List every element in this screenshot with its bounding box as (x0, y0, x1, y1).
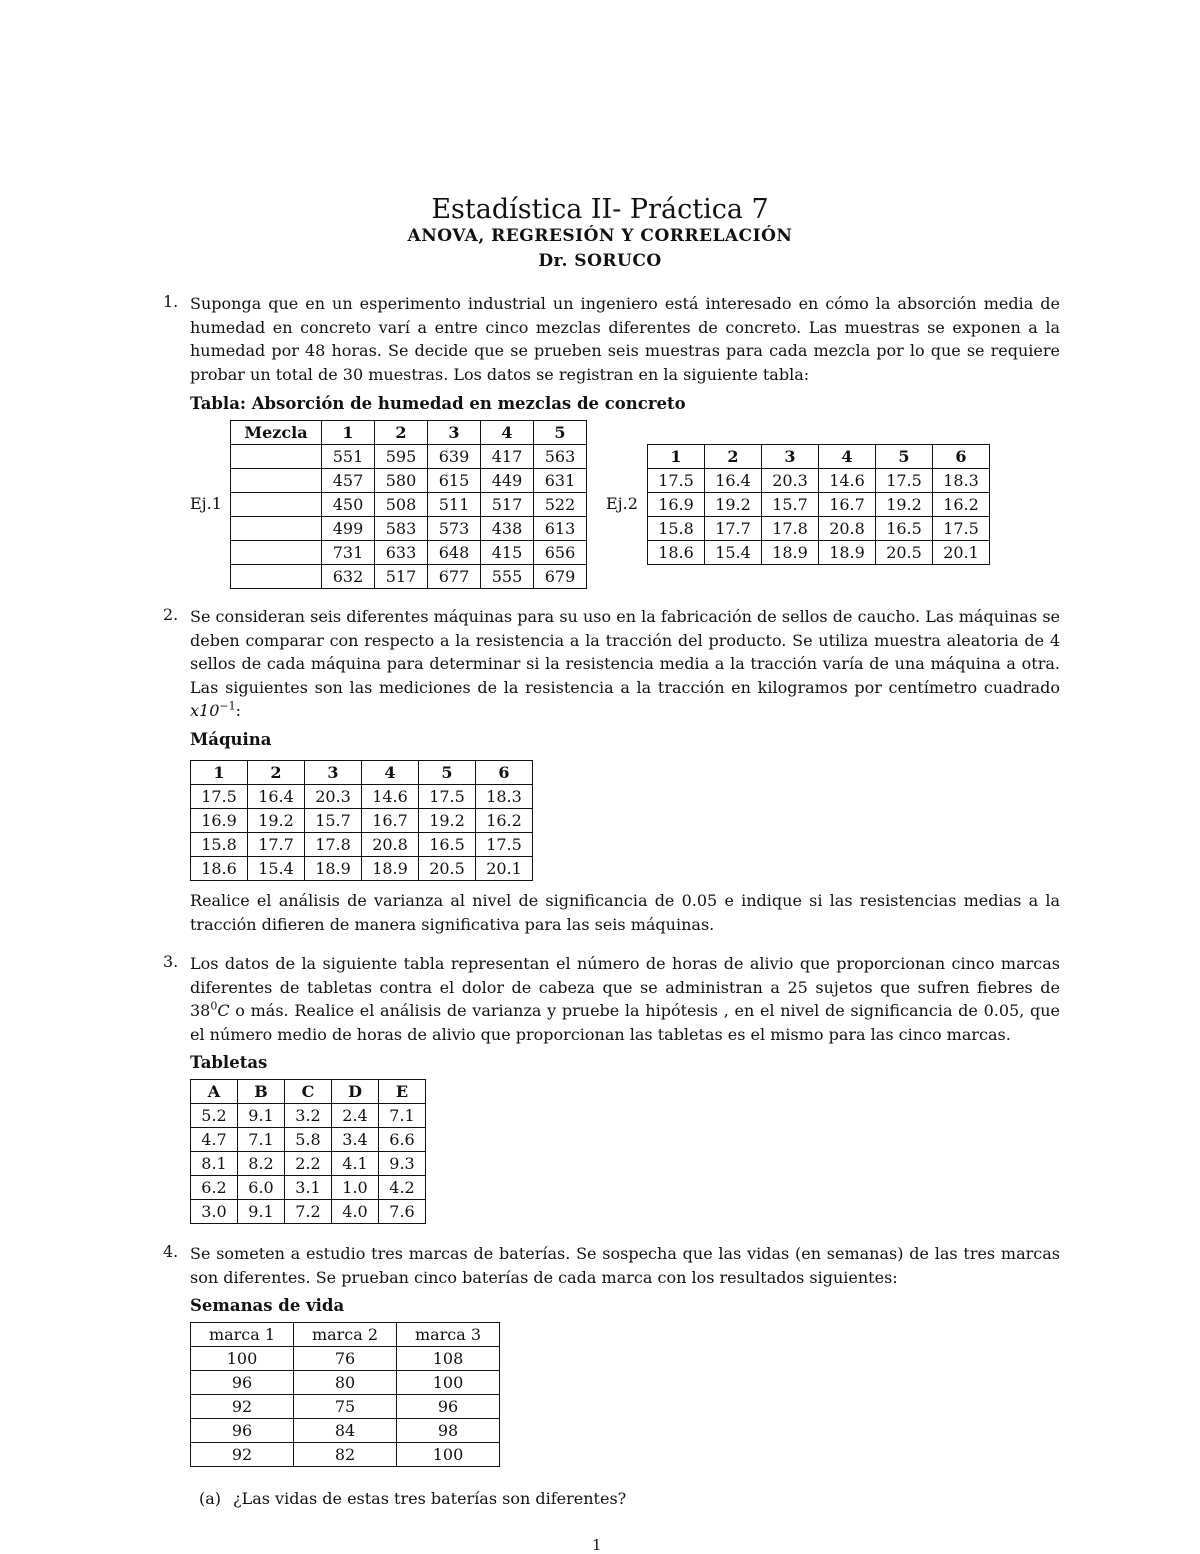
mezcla-table (230, 420, 587, 589)
table-row (191, 1176, 426, 1200)
table-cell: 7.1 (379, 1104, 426, 1128)
table-cell: 16.2 (476, 809, 533, 833)
maquina-header-cell: 2 (248, 761, 305, 785)
table-cell: 511 (428, 493, 481, 517)
table-cell: 3.1 (285, 1176, 332, 1200)
table-cell: 1.0 (332, 1176, 379, 1200)
table-cell: 2.2 (285, 1152, 332, 1176)
mezcla-header-cell: 3 (428, 421, 481, 445)
table-row (231, 493, 587, 517)
table-cell: 7.6 (379, 1200, 426, 1224)
table-cell: 17.5 (476, 833, 533, 857)
ej2-header-cell: 2 (705, 445, 762, 469)
table-cell: 20.3 (762, 469, 819, 493)
table-cell: 16.5 (419, 833, 476, 857)
problem-3-celsius: C (217, 1001, 230, 1020)
semanas-table (190, 1322, 500, 1467)
subquestion-a-text: ¿Las vidas de estas tres baterías son diferentes? (233, 1489, 627, 1508)
table-cell (231, 493, 322, 517)
maquina-header-cell: 5 (419, 761, 476, 785)
table-cell (231, 565, 322, 589)
problem-1-table-caption: Tabla: Absorción de humedad en mezclas de concreto (190, 394, 686, 413)
problem-4-table-caption: Semanas de vida (190, 1296, 345, 1315)
table-cell: 517 (375, 565, 428, 589)
table-cell: 16.4 (248, 785, 305, 809)
table-cell: 84 (294, 1419, 397, 1443)
semanas-header-cell: marca 3 (397, 1323, 500, 1347)
table-cell: 563 (534, 445, 587, 469)
mezcla-header-cell: 4 (481, 421, 534, 445)
table-row (191, 785, 533, 809)
maquina-header-cell: 3 (305, 761, 362, 785)
table-row (231, 517, 587, 541)
table-cell: 96 (191, 1419, 294, 1443)
table-row (191, 1347, 500, 1371)
table-cell: 731 (322, 541, 375, 565)
table-cell: 17.5 (419, 785, 476, 809)
ej2-header-cell: 4 (819, 445, 876, 469)
table-cell: 18.6 (191, 857, 248, 881)
table-cell: 415 (481, 541, 534, 565)
table-cell: 18.9 (819, 541, 876, 565)
table-cell: 108 (397, 1347, 500, 1371)
table-cell: 20.3 (305, 785, 362, 809)
tabletas-header-row (191, 1080, 426, 1104)
table-cell: 631 (534, 469, 587, 493)
table-cell: 522 (534, 493, 587, 517)
semanas-header-cell: marca 1 (191, 1323, 294, 1347)
table-cell: 3.2 (285, 1104, 332, 1128)
page-title: Estadística II- Práctica 7 (431, 194, 769, 225)
table-cell: 4.0 (332, 1200, 379, 1224)
page-number: 1 (592, 1536, 602, 1554)
table-cell: 16.7 (819, 493, 876, 517)
table-cell: 100 (397, 1371, 500, 1395)
table-cell: 4.1 (332, 1152, 379, 1176)
table-cell: 20.5 (876, 541, 933, 565)
table-cell: 18.3 (933, 469, 990, 493)
table-cell (231, 469, 322, 493)
tabletas-table (190, 1079, 426, 1224)
table-cell: 20.8 (362, 833, 419, 857)
table-cell: 613 (534, 517, 587, 541)
table-cell: 20.5 (419, 857, 476, 881)
table-cell: 19.2 (248, 809, 305, 833)
table-cell: 679 (534, 565, 587, 589)
table-row (231, 445, 587, 469)
mezcla-header-row (231, 421, 587, 445)
table-cell: 16.7 (362, 809, 419, 833)
table-cell: 100 (191, 1347, 294, 1371)
table-cell: 9.1 (238, 1104, 285, 1128)
table-cell: 17.5 (648, 469, 705, 493)
table-row (191, 1443, 500, 1467)
table-cell: 639 (428, 445, 481, 469)
maquina-header-row (191, 761, 533, 785)
page-subtitle: ANOVA, REGRESIÓN Y CORRELACIÓN (407, 226, 793, 246)
table-cell: 555 (481, 565, 534, 589)
table-cell: 16.4 (705, 469, 762, 493)
problem-2-text-exponent: −1 (219, 699, 236, 713)
table-cell: 3.0 (191, 1200, 238, 1224)
table-cell: 508 (375, 493, 428, 517)
table-row (191, 833, 533, 857)
table-cell: 80 (294, 1371, 397, 1395)
problem-4-number: 4. (163, 1242, 179, 1261)
tabletas-header-cell: C (285, 1080, 332, 1104)
problem-2-text (190, 605, 1060, 723)
table-cell: 17.7 (248, 833, 305, 857)
subquestion-a-label: (a) (199, 1489, 222, 1508)
table-cell: 615 (428, 469, 481, 493)
table-cell: 100 (397, 1443, 500, 1467)
table-cell: 20.8 (819, 517, 876, 541)
author-line: Dr. SORUCO (538, 251, 662, 271)
problem-3-text (190, 952, 1060, 1046)
table-cell (231, 541, 322, 565)
problem-2-text-body: Se consideran seis diferentes máquinas para su uso en la fabricación de sellos de caucho. Las máquinas se deben comparar con respecto a la resistencia a la tracción del producto. Se utiliza muestra aleatoria de 4 sellos de cada máquina para determinar si la resistencia media a la tracción varía de una máquina a otra. Las siguientes son las mediciones de la resistencia a la tracción en kilogramos por centímetro cuadrado (190, 607, 1060, 697)
table-row (648, 469, 990, 493)
table-cell: 14.6 (819, 469, 876, 493)
table-cell: 82 (294, 1443, 397, 1467)
problem-1-number: 1. (163, 292, 179, 311)
table-cell: 5.2 (191, 1104, 238, 1128)
problem-3-table-caption: Tabletas (190, 1053, 268, 1072)
table-cell: 3.4 (332, 1128, 379, 1152)
ej2-header-cell: 3 (762, 445, 819, 469)
table-cell: 6.6 (379, 1128, 426, 1152)
table-cell: 14.6 (362, 785, 419, 809)
table-row (648, 493, 990, 517)
table-row (191, 1152, 426, 1176)
ej2-header-cell: 6 (933, 445, 990, 469)
table-cell: 92 (191, 1443, 294, 1467)
table-cell: 98 (397, 1419, 500, 1443)
ej2-header-cell: 1 (648, 445, 705, 469)
table-cell: 8.1 (191, 1152, 238, 1176)
table-row (231, 565, 587, 589)
mezcla-header-cell: 2 (375, 421, 428, 445)
table-row (191, 1128, 426, 1152)
problem-3-number: 3. (163, 952, 179, 971)
table-cell: 18.9 (762, 541, 819, 565)
table-cell: 96 (191, 1371, 294, 1395)
table-cell: 17.5 (191, 785, 248, 809)
table-cell: 75 (294, 1395, 397, 1419)
table-row (191, 1395, 500, 1419)
table-cell: 449 (481, 469, 534, 493)
problem-2-table-caption: Máquina (190, 730, 272, 749)
mezcla-header-cell: Mezcla (231, 421, 322, 445)
ej2-label: Ej.2 (606, 494, 638, 513)
table-cell: 18.9 (362, 857, 419, 881)
table-row (648, 541, 990, 565)
ej2-header-row (648, 445, 990, 469)
tabletas-header-cell: B (238, 1080, 285, 1104)
table-cell: 7.1 (238, 1128, 285, 1152)
tabletas-header-cell: A (191, 1080, 238, 1104)
table-row (191, 857, 533, 881)
table-cell: 5.8 (285, 1128, 332, 1152)
table-cell: 517 (481, 493, 534, 517)
problem-2-number: 2. (163, 605, 179, 624)
problem-4-text: Se someten a estudio tres marcas de baterías. Se sospecha que las vidas (en semanas) de las tres marcas son diferentes. Se prueban cinco baterías de cada marca con los resultados siguientes: (190, 1244, 1060, 1287)
table-cell: 499 (322, 517, 375, 541)
table-cell: 2.4 (332, 1104, 379, 1128)
table-cell: 583 (375, 517, 428, 541)
table-cell: 573 (428, 517, 481, 541)
table-cell: 656 (534, 541, 587, 565)
ej1-label: Ej.1 (190, 494, 222, 513)
table-cell: 15.8 (648, 517, 705, 541)
problem-1-text: Suponga que en un esperimento industrial un ingeniero está interesado en cómo la absorción media de humedad en concreto varí a entre cinco mezclas diferentes de concreto. Las muestras se exponen a la humedad por 48 horas. Se decide que se prueben seis muestras para cada mezcla por lo que se requiere probar un total de 30 muestras. Los datos se registran en la siguiente tabla: (190, 294, 1060, 384)
semanas-header-row (191, 1323, 500, 1347)
table-cell: 15.4 (248, 857, 305, 881)
table-cell: 417 (481, 445, 534, 469)
maquina-header-cell: 6 (476, 761, 533, 785)
table-row (191, 1419, 500, 1443)
table-cell: 450 (322, 493, 375, 517)
table-cell: 17.5 (876, 469, 933, 493)
table-cell: 15.7 (762, 493, 819, 517)
tabletas-header-cell: D (332, 1080, 379, 1104)
table-row (231, 541, 587, 565)
problem-2-text-x: x10 (190, 701, 220, 720)
table-row (648, 517, 990, 541)
maquina-table (190, 760, 533, 881)
table-cell: 677 (428, 565, 481, 589)
table-cell: 16.5 (876, 517, 933, 541)
table-cell: 19.2 (419, 809, 476, 833)
table-row (191, 1104, 426, 1128)
problem-2-text-end: : (235, 701, 241, 720)
table-cell: 580 (375, 469, 428, 493)
table-cell: 20.1 (933, 541, 990, 565)
table-cell: 18.6 (648, 541, 705, 565)
table-row (191, 1371, 500, 1395)
semanas-header-cell: marca 2 (294, 1323, 397, 1347)
maquina-header-cell: 4 (362, 761, 419, 785)
problem-3-text-b: o más. Realice el análisis de varianza y pruebe la hipótesis , en el nivel de significancia de 0.05, que el número medio de horas de alivio que proporcionan las tabletas es el mismo para las cinco marcas. (190, 1001, 1060, 1044)
table-row (191, 1200, 426, 1224)
problem-2-instructions: Realice el análisis de varianza al nivel de significancia de 0.05 e indique si las resistencias medias a la tracción difieren de manera significativa para las seis máquinas. (190, 891, 1060, 934)
table-cell: 17.8 (762, 517, 819, 541)
tabletas-header-cell: E (379, 1080, 426, 1104)
table-cell: 17.8 (305, 833, 362, 857)
table-cell: 6.2 (191, 1176, 238, 1200)
table-cell: 18.3 (476, 785, 533, 809)
table-cell: 648 (428, 541, 481, 565)
table-cell: 457 (322, 469, 375, 493)
table-cell (231, 517, 322, 541)
table-cell: 15.4 (705, 541, 762, 565)
table-cell: 8.2 (238, 1152, 285, 1176)
ej2-header-cell: 5 (876, 445, 933, 469)
mezcla-header-cell: 5 (534, 421, 587, 445)
table-cell: 7.2 (285, 1200, 332, 1224)
table-cell: 632 (322, 565, 375, 589)
mezcla-header-cell: 1 (322, 421, 375, 445)
problem-3-text-a: Los datos de la siguiente tabla representan el número de horas de alivio que proporcionan cinco marcas diferentes de tabletas contra el dolor de cabeza que se administran a 25 sujetos que sufren fiebres de 38 (190, 954, 1060, 1020)
table-cell: 595 (375, 445, 428, 469)
table-cell: 17.7 (705, 517, 762, 541)
table-cell: 20.1 (476, 857, 533, 881)
table-cell: 15.8 (191, 833, 248, 857)
table-cell: 92 (191, 1395, 294, 1419)
table-cell: 19.2 (705, 493, 762, 517)
table-cell: 16.9 (191, 809, 248, 833)
table-cell: 551 (322, 445, 375, 469)
problem-3-degree-sup: 0 (210, 999, 218, 1013)
table-cell: 19.2 (876, 493, 933, 517)
table-cell: 76 (294, 1347, 397, 1371)
table-cell: 18.9 (305, 857, 362, 881)
table-row (191, 809, 533, 833)
table-cell: 16.2 (933, 493, 990, 517)
table-cell: 96 (397, 1395, 500, 1419)
table-cell: 6.0 (238, 1176, 285, 1200)
table-cell: 4.7 (191, 1128, 238, 1152)
table-cell: 15.7 (305, 809, 362, 833)
ej2-table (647, 444, 990, 565)
table-cell: 438 (481, 517, 534, 541)
table-cell: 16.9 (648, 493, 705, 517)
maquina-header-cell: 1 (191, 761, 248, 785)
table-cell: 633 (375, 541, 428, 565)
table-cell (231, 445, 322, 469)
table-cell: 4.2 (379, 1176, 426, 1200)
table-row (231, 469, 587, 493)
table-cell: 17.5 (933, 517, 990, 541)
table-cell: 9.1 (238, 1200, 285, 1224)
table-cell: 9.3 (379, 1152, 426, 1176)
